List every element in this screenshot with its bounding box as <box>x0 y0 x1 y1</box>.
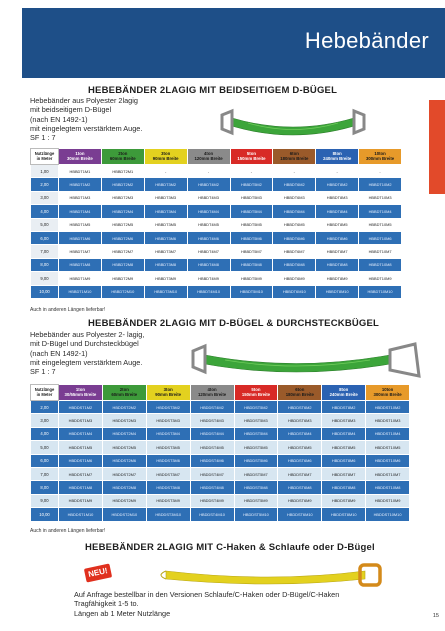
article-number-cell: HBDDST8M3 <box>322 414 366 427</box>
length-cell: 8,00 <box>31 481 59 494</box>
article-number-cell: HBDDST1M9 <box>59 494 103 507</box>
article-number-cell: HBDDST10M4 <box>366 427 410 440</box>
description-line: Hebebänder aus Polyester 2lagig <box>30 96 138 105</box>
article-number-cell: HBDDST10M10 <box>366 508 410 521</box>
width-label: 60mm Breite <box>111 391 138 397</box>
article-number-cell: HBBDT1M1 <box>59 165 102 178</box>
length-cell: 4,00 <box>31 205 59 218</box>
article-number-cell: HBDDST3M8 <box>146 481 190 494</box>
length-cell: 6,00 <box>31 231 59 244</box>
capacity-label: 4ton <box>207 386 217 392</box>
section1-title: HEBEBÄNDER 2LAGIG MIT BEIDSEITIGEM D-BÜGEL <box>88 85 338 96</box>
article-number-cell: HBDDST8M10 <box>322 508 366 521</box>
capacity-column-header <box>278 385 322 401</box>
length-cell: 10,00 <box>31 508 59 521</box>
section2-title: HEBEBÄNDER 2LAGIG MIT D-BÜGEL & DURCHSTECKBÜGEL <box>88 318 380 329</box>
article-number-cell: HBDDST10M2 <box>366 401 410 414</box>
article-number-cell: HBDDST4M9 <box>190 494 234 507</box>
article-number-cell: HBDDST10M6 <box>366 454 410 467</box>
width-label: 120mm Breite <box>197 391 227 397</box>
width-label: 90mm Breite <box>152 155 179 161</box>
header-text: Nutzlänge <box>34 386 55 392</box>
article-number-cell: - <box>273 165 316 178</box>
article-number-cell: HBDDST10M8 <box>366 481 410 494</box>
section3-description <box>74 590 339 618</box>
article-number-cell: - <box>316 165 359 178</box>
article-number-cell: HBBDT2M8 <box>101 258 144 271</box>
header-text: Nutzlänge <box>34 150 55 156</box>
article-number-cell: HBDDST5M4 <box>234 427 278 440</box>
article-number-cell: HBDDST6M6 <box>278 454 322 467</box>
width-label: 30mm Breite <box>67 155 93 161</box>
capacity-label: 10ton <box>374 150 386 156</box>
article-number-cell: HBDDST1M7 <box>59 467 103 480</box>
article-number-cell: HBDDST1M6 <box>59 454 103 467</box>
article-number-cell: HBBDT3M4 <box>144 205 187 218</box>
table-row <box>31 178 402 191</box>
table-row <box>31 508 410 521</box>
article-number-cell: HBBDT2M5 <box>101 218 144 231</box>
table-row <box>31 481 410 494</box>
article-number-cell: HBDDST3M10 <box>146 508 190 521</box>
width-label: 180mm Breite <box>280 155 309 161</box>
table-row <box>31 494 410 507</box>
article-number-cell: HBBDT6M4 <box>273 205 316 218</box>
capacity-label: 3ton <box>161 150 171 156</box>
capacity-column-header <box>101 149 144 165</box>
capacity-column-header <box>316 149 359 165</box>
article-number-cell: HBDDST8M9 <box>322 494 366 507</box>
capacity-column-header <box>322 385 366 401</box>
page-title: Hebebänder <box>304 28 429 53</box>
article-number-cell: HBBDT5M4 <box>230 205 273 218</box>
article-number-cell: HBDDST2M2 <box>102 401 146 414</box>
article-number-cell: HBBDT1M4 <box>59 205 102 218</box>
article-number-cell: HBBDT1M8 <box>59 258 102 271</box>
d-ring-pass-through-sling-image <box>185 340 425 384</box>
article-number-cell: HBDDST4M6 <box>190 454 234 467</box>
table-row <box>31 205 402 218</box>
article-number-cell: HBDDST2M4 <box>102 427 146 440</box>
article-number-cell: HBDDST6M2 <box>278 401 322 414</box>
article-number-cell: HBBDT2M4 <box>101 205 144 218</box>
description-line: Tragfähigkeit 1-5 to. <box>74 599 139 609</box>
article-number-cell: HBBDT5M3 <box>230 191 273 204</box>
article-number-cell: HBBDT1M5 <box>59 218 102 231</box>
width-label: 240mm Breite <box>329 391 358 397</box>
article-number-cell: HBBDT4M3 <box>187 191 230 204</box>
article-number-cell: HBBDT8M3 <box>316 191 359 204</box>
article-number-cell: HBBDT3M2 <box>144 178 187 191</box>
header-text: in Meter <box>36 391 53 397</box>
article-number-cell: HBDDST8M5 <box>322 441 366 454</box>
section2-description <box>30 330 144 376</box>
article-number-cell: HBBDT8M4 <box>316 205 359 218</box>
article-number-cell: HBDDST8M2 <box>322 401 366 414</box>
article-number-cell: HBBDT2M2 <box>101 178 144 191</box>
capacity-label: 8ton <box>339 386 349 392</box>
article-number-cell: HBDDST6M7 <box>278 467 322 480</box>
width-label: 240mm Breite <box>323 155 352 161</box>
article-number-cell: HBBDT4M10 <box>187 285 230 298</box>
article-number-cell: HBDDST6M8 <box>278 481 322 494</box>
table-row <box>31 414 410 427</box>
article-number-cell: HBDDST6M5 <box>278 441 322 454</box>
length-cell: 2,00 <box>31 401 59 414</box>
article-number-cell: HBBDT10M2 <box>359 178 402 191</box>
capacity-column-header <box>187 149 230 165</box>
capacity-label: 5ton <box>246 150 256 156</box>
article-number-cell: HBDDST5M5 <box>234 441 278 454</box>
article-number-cell: HBDDST6M9 <box>278 494 322 507</box>
article-number-cell: HBDDST6M4 <box>278 427 322 440</box>
table-row <box>31 231 402 244</box>
capacity-column-header <box>230 149 273 165</box>
article-number-cell: HBDDST5M10 <box>234 508 278 521</box>
article-number-cell: HBDDST1M4 <box>59 427 103 440</box>
width-label: 30/55mm Breite <box>64 391 97 397</box>
description-line: Auf Anfrage bestellbar in den Versionen Schlaufe/C-Haken oder D-Bügel/C-Haken <box>74 590 340 599</box>
header-text: in Meter <box>36 155 53 161</box>
description-line: mit eingelegtem verstärktem Auge. <box>30 123 143 133</box>
table-row <box>31 441 410 454</box>
width-label: 60mm Breite <box>109 155 136 161</box>
capacity-label: 6ton <box>289 150 299 156</box>
table-row <box>31 165 402 178</box>
width-label: 90mm Breite <box>155 391 182 397</box>
article-number-cell: HBBDT10M3 <box>359 191 402 204</box>
article-number-cell: HBDDST8M7 <box>322 467 366 480</box>
article-number-cell: HBBDT6M5 <box>273 218 316 231</box>
article-number-cell: HBBDT8M2 <box>316 178 359 191</box>
article-number-cell: HBDDST4M3 <box>190 414 234 427</box>
article-number-cell: HBBDT3M6 <box>144 231 187 244</box>
page-number: 15 <box>432 613 439 619</box>
width-label: 300mm Breite <box>365 155 395 161</box>
article-number-cell: HBDDST2M10 <box>102 508 146 521</box>
article-number-cell: HBDDST3M7 <box>146 467 190 480</box>
length-cell: 4,00 <box>31 427 59 440</box>
capacity-label: 2ton <box>118 150 128 156</box>
article-number-cell: HBBDT4M2 <box>187 178 230 191</box>
article-number-cell: HBDDST8M4 <box>322 427 366 440</box>
description-line: (nach EN 1492-1) <box>30 114 88 124</box>
description-line: SF 1 : 7 <box>30 367 56 377</box>
article-number-cell: HBDDST6M10 <box>278 508 322 521</box>
article-number-cell: HBBDT2M6 <box>101 231 144 244</box>
article-number-cell: HBBDT6M2 <box>273 178 316 191</box>
article-number-cell: HBDDST1M2 <box>59 401 103 414</box>
article-number-cell: HBDDST10M5 <box>366 441 410 454</box>
article-number-cell: - <box>359 165 402 178</box>
article-number-cell: - <box>144 165 187 178</box>
article-number-cell: HBBDT3M3 <box>144 191 187 204</box>
article-number-cell: HBDDST4M4 <box>190 427 234 440</box>
section1-description <box>30 96 142 142</box>
description-line: mit D-Bügel und Durchsteckbügel <box>30 339 139 349</box>
article-number-cell: HBBDT10M5 <box>359 218 402 231</box>
length-cell: 3,00 <box>31 414 59 427</box>
capacity-label: 4ton <box>204 150 214 156</box>
article-number-cell: HBBDT5M10 <box>230 285 273 298</box>
article-number-cell: HBDDST8M6 <box>322 454 366 467</box>
capacity-label: 6ton <box>295 386 305 392</box>
length-column-header <box>31 149 59 165</box>
capacity-label: 5ton <box>251 386 261 392</box>
article-number-cell: HBDDST3M5 <box>146 441 190 454</box>
article-number-cell: HBDDST4M2 <box>190 401 234 414</box>
article-number-cell: HBBDT10M6 <box>359 231 402 244</box>
article-number-cell: HBBDT3M7 <box>144 245 187 258</box>
article-number-cell: HBBDT2M7 <box>101 245 144 258</box>
article-number-cell: HBBDT10M7 <box>359 245 402 258</box>
article-number-cell: HBDDST1M8 <box>59 481 103 494</box>
length-cell: 8,00 <box>31 258 59 271</box>
article-number-cell: HBBDT4M6 <box>187 231 230 244</box>
article-number-cell: HBDDST5M3 <box>234 414 278 427</box>
article-number-cell: HBDDST10M7 <box>366 467 410 480</box>
capacity-column-header <box>190 385 234 401</box>
description-line: SF 1 : 7 <box>30 133 56 143</box>
article-number-cell: HBDDST4M8 <box>190 481 234 494</box>
length-cell: 2,00 <box>31 178 59 191</box>
article-number-cell: HBDDST3M4 <box>146 427 190 440</box>
article-number-cell: HBBDT3M9 <box>144 272 187 285</box>
article-number-cell: HBDDST2M5 <box>102 441 146 454</box>
capacity-column-header <box>102 385 146 401</box>
article-number-cell: HBBDT10M10 <box>359 285 402 298</box>
article-number-cell: HBBDT6M7 <box>273 245 316 258</box>
capacity-column-header <box>59 385 103 401</box>
table-row <box>31 427 410 440</box>
article-number-cell: HBBDT1M6 <box>59 231 102 244</box>
length-cell: 7,00 <box>31 245 59 258</box>
table-row <box>31 245 402 258</box>
article-number-cell: HBBDT1M10 <box>59 285 102 298</box>
length-cell: 6,00 <box>31 454 59 467</box>
article-number-cell: HBBDT3M10 <box>144 285 187 298</box>
length-cell: 7,00 <box>31 467 59 480</box>
section3-title: HEBEBÄNDER 2LAGIG MIT C-Haken & Schlaufe oder D-Bügel <box>85 542 375 553</box>
table-row <box>31 467 410 480</box>
section1-note: Auch in anderen Längen lieferbar! <box>30 307 106 313</box>
article-number-cell: HBBDT1M9 <box>59 272 102 285</box>
article-number-cell: HBBDT2M1 <box>101 165 144 178</box>
article-number-cell: HBBDT8M10 <box>316 285 359 298</box>
capacity-column-header <box>359 149 402 165</box>
article-number-cell: HBDDST5M8 <box>234 481 278 494</box>
article-number-cell: HBBDT6M8 <box>273 258 316 271</box>
capacity-label: 10ton <box>381 386 394 392</box>
article-number-cell: HBBDT5M9 <box>230 272 273 285</box>
page-header <box>22 8 445 78</box>
article-number-cell: HBDDST5M6 <box>234 454 278 467</box>
article-number-cell: HBBDT6M6 <box>273 231 316 244</box>
section2-note: Auch in anderen Längen lieferbar! <box>30 528 106 534</box>
article-number-cell: HBBDT6M9 <box>273 272 316 285</box>
capacity-column-header <box>366 385 410 401</box>
article-number-cell: HBBDT5M5 <box>230 218 273 231</box>
article-number-cell: HBBDT8M7 <box>316 245 359 258</box>
article-number-cell: HBBDT4M4 <box>187 205 230 218</box>
capacity-column-header <box>146 385 190 401</box>
article-number-cell: HBBDT2M9 <box>101 272 144 285</box>
article-number-cell: HBDDST3M3 <box>146 414 190 427</box>
table-row <box>31 285 402 298</box>
article-number-cell: - <box>187 165 230 178</box>
table-row <box>31 272 402 285</box>
article-number-cell: HBBDT5M8 <box>230 258 273 271</box>
table-row <box>31 258 402 271</box>
new-badge: NEU! <box>84 563 112 582</box>
article-number-cell: HBDDST5M7 <box>234 467 278 480</box>
article-number-cell: HBBDT3M5 <box>144 218 187 231</box>
capacity-column-header <box>144 149 187 165</box>
table-row <box>31 401 410 414</box>
article-number-cell: HBDDST3M9 <box>146 494 190 507</box>
section2-spec-table <box>30 384 410 522</box>
article-number-cell: HBBDT4M7 <box>187 245 230 258</box>
article-number-cell: HBDDST6M3 <box>278 414 322 427</box>
article-number-cell: HBBDT8M5 <box>316 218 359 231</box>
article-number-cell: HBDDST1M5 <box>59 441 103 454</box>
article-number-cell: HBBDT10M8 <box>359 258 402 271</box>
article-number-cell: HBBDT4M8 <box>187 258 230 271</box>
article-number-cell: HBDDST4M7 <box>190 467 234 480</box>
article-number-cell: HBBDT2M3 <box>101 191 144 204</box>
article-number-cell: HBBDT4M5 <box>187 218 230 231</box>
table-row <box>31 454 410 467</box>
capacity-column-header <box>234 385 278 401</box>
length-cell: 10,00 <box>31 285 59 298</box>
table-row <box>31 218 402 231</box>
article-number-cell: HBDDST8M8 <box>322 481 366 494</box>
width-label: 150mm Breite <box>241 391 271 397</box>
capacity-label: 8ton <box>332 150 342 156</box>
article-number-cell: HBBDT5M2 <box>230 178 273 191</box>
length-cell: 1,00 <box>31 165 59 178</box>
article-number-cell: HBDDST3M6 <box>146 454 190 467</box>
c-hook-sling-image <box>160 559 390 591</box>
width-label: 180mm Breite <box>285 391 314 397</box>
article-number-cell: HBBDT2M10 <box>101 285 144 298</box>
section-tab-marker <box>429 100 445 194</box>
article-number-cell: HBDDST2M7 <box>102 467 146 480</box>
article-number-cell: HBDDST1M3 <box>59 414 103 427</box>
article-number-cell: HBDDST4M5 <box>190 441 234 454</box>
table-row <box>31 191 402 204</box>
length-cell: 5,00 <box>31 218 59 231</box>
description-line: (nach EN 1492-1) <box>30 348 88 358</box>
capacity-column-header <box>273 149 316 165</box>
width-label: 150mm Breite <box>237 155 266 161</box>
article-number-cell: HBBDT6M3 <box>273 191 316 204</box>
description-line: mit beidseitigem D-Bügel <box>30 105 112 115</box>
width-label: 300mm Breite <box>373 391 402 397</box>
article-number-cell: HBDDST2M6 <box>102 454 146 467</box>
length-column-header <box>31 385 59 401</box>
capacity-label: 2ton <box>119 386 129 392</box>
article-number-cell: HBBDT3M8 <box>144 258 187 271</box>
description-line: Längen ab 1 Meter Nutzlänge <box>74 608 171 618</box>
length-cell: 9,00 <box>31 272 59 285</box>
article-number-cell: HBDDST5M2 <box>234 401 278 414</box>
d-ring-sling-image <box>218 103 368 145</box>
article-number-cell: HBDDST10M3 <box>366 414 410 427</box>
article-number-cell: HBBDT8M6 <box>316 231 359 244</box>
article-number-cell: HBDDST2M3 <box>102 414 146 427</box>
capacity-label: 3ton <box>163 386 173 392</box>
article-number-cell: HBBDT4M9 <box>187 272 230 285</box>
article-number-cell: HBDDST4M10 <box>190 508 234 521</box>
article-number-cell: HBBDT5M6 <box>230 231 273 244</box>
length-cell: 5,00 <box>31 441 59 454</box>
capacity-column-header <box>59 149 102 165</box>
article-number-cell: HBBDT1M7 <box>59 245 102 258</box>
description-line: Hebebänder aus Polyester 2- lagig, <box>30 330 145 339</box>
article-number-cell: HBBDT8M8 <box>316 258 359 271</box>
article-number-cell: HBDDST5M9 <box>234 494 278 507</box>
section1-spec-table <box>30 148 402 299</box>
article-number-cell: HBDDST10M9 <box>366 494 410 507</box>
capacity-label: 1ton <box>75 386 85 392</box>
article-number-cell: HBBDT1M2 <box>59 178 102 191</box>
width-label: 120mm Breite <box>194 155 223 161</box>
length-cell: 3,00 <box>31 191 59 204</box>
description-line: mit eingelegtem verstärktem Auge. <box>30 357 143 367</box>
capacity-label: 1ton <box>75 150 85 156</box>
article-number-cell: HBBDT5M7 <box>230 245 273 258</box>
length-cell: 9,00 <box>31 494 59 507</box>
article-number-cell: HBBDT6M10 <box>273 285 316 298</box>
article-number-cell: - <box>230 165 273 178</box>
article-number-cell: HBBDT1M3 <box>59 191 102 204</box>
article-number-cell: HBDDST2M9 <box>102 494 146 507</box>
article-number-cell: HBDDST1M10 <box>59 508 103 521</box>
article-number-cell: HBBDT10M4 <box>359 205 402 218</box>
article-number-cell: HBBDT8M9 <box>316 272 359 285</box>
article-number-cell: HBBDT10M9 <box>359 272 402 285</box>
article-number-cell: HBDDST2M8 <box>102 481 146 494</box>
article-number-cell: HBDDST3M2 <box>146 401 190 414</box>
